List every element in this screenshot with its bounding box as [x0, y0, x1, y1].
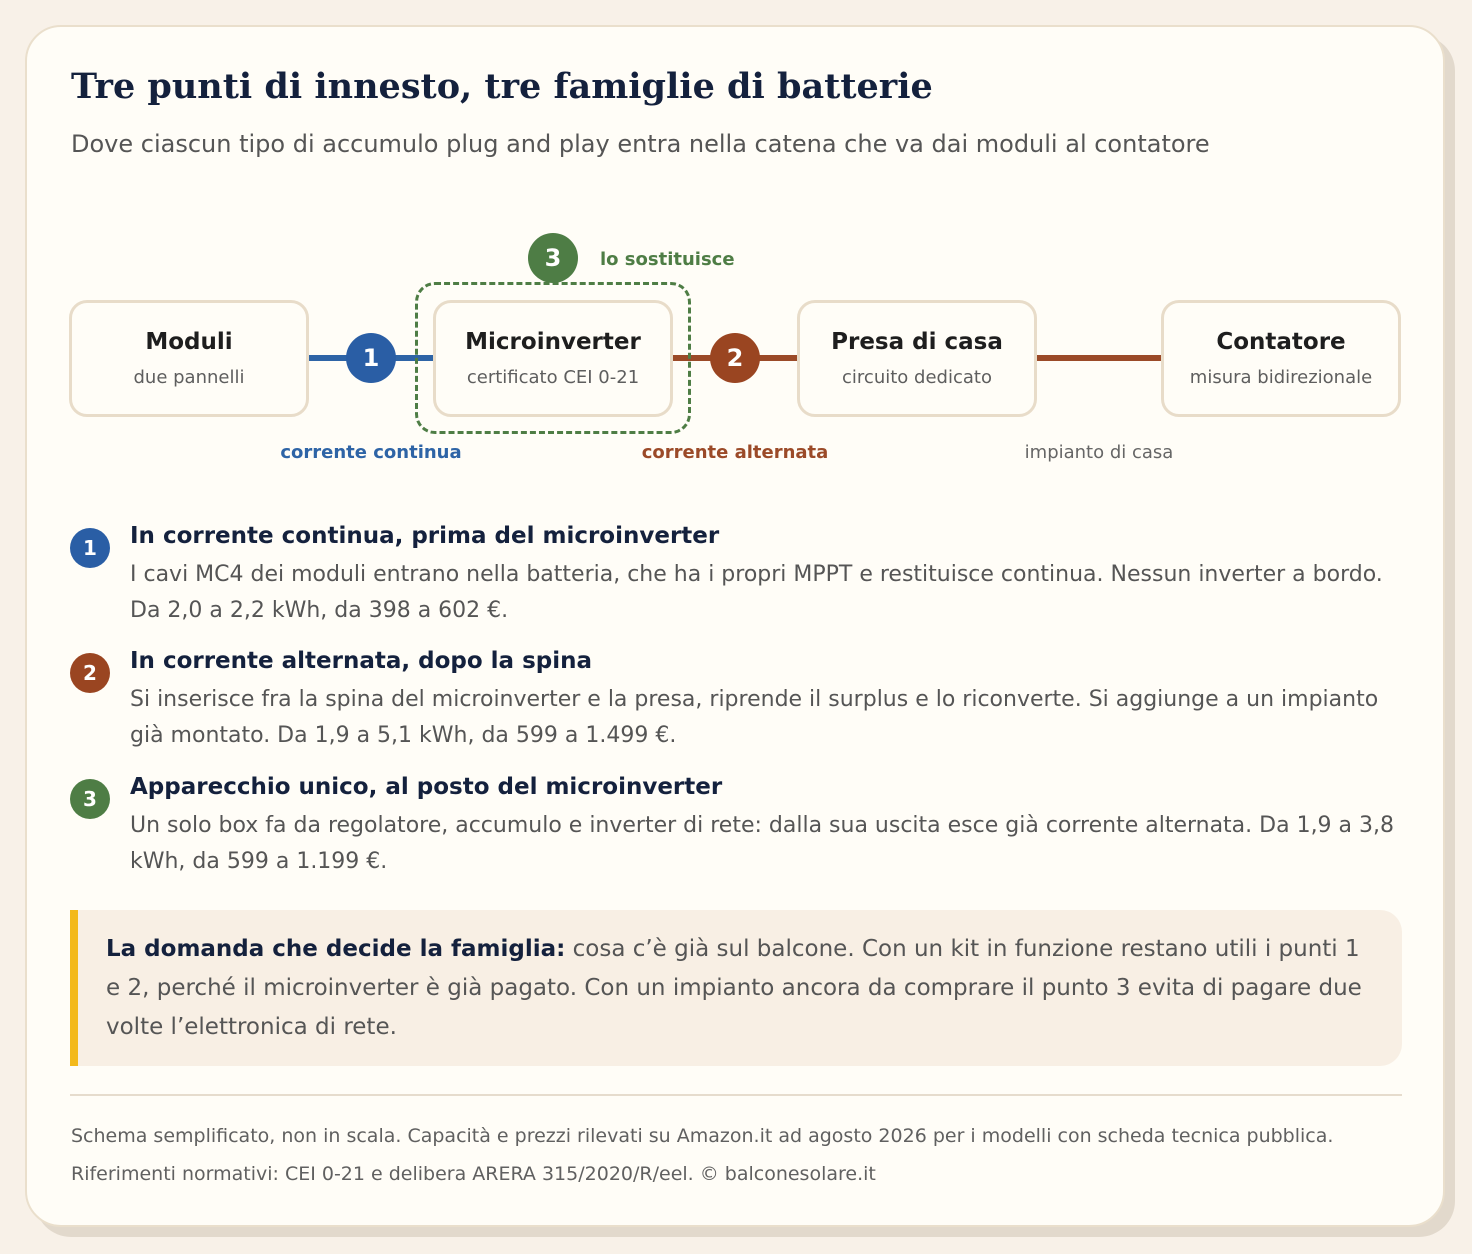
- callout-text: [106, 930, 1376, 1047]
- point-text: Si inserisce fra la spina del microinverter e la presa, riprende il surplus e lo riconverte. Si aggiunge a un impianto già montato. Da 1,9 a 5,1 kWh, da 599 a 1.499 €.: [130, 687, 1379, 748]
- footer-note: Schema semplificato, non in scala. Capacità e prezzi rilevati su Amazon.it ad agosto 2026 per i modelli con scheda tecnica pubblica. Riferimenti normativi: CEI 0-21 e delibera ARERA 315/2020/R/eel. © balconesolare.it: [71, 1125, 1334, 1185]
- node-name: Microinverter: [465, 329, 641, 355]
- replace-label: lo sostituisce: [600, 249, 735, 270]
- divider: [70, 1094, 1402, 1096]
- home-label: impianto di casa: [1024, 442, 1174, 463]
- point-heading: In corrente alternata, dopo la spina: [130, 648, 593, 674]
- point-text: I cavi MC4 dei moduli entrano nella batteria, che ha i propri MPPT e restituisce continua. Nessun inverter a bordo. Da 2,0 a 2,2 kWh, da 398 a 602 €.: [130, 562, 1383, 623]
- node-presa: [797, 300, 1037, 417]
- callout-body: cosa c’è già sul balcone. Con un kit in funzione restano utili i punti 1 e 2, perché il microinverter è già pagato. Con un impianto ancora da comprare il punto 3 evita di pagare due volte l’elettronica di rete.: [106, 936, 1362, 1040]
- callout-lead: La domanda che decide la famiglia:: [106, 936, 566, 962]
- node-name: Presa di casa: [831, 329, 1003, 355]
- point-text: Un solo box fa da regolatore, accumulo e inverter di rete: dalla sua uscita esce già corrente alternata. Da 1,9 a 3,8 kWh, da 599 a 1.199 €.: [130, 813, 1395, 874]
- page-title: Tre punti di innesto, tre famiglie di batterie: [71, 66, 933, 107]
- point-heading: In corrente continua, prima del microinverter: [130, 523, 720, 549]
- badge-2: 2: [710, 333, 760, 383]
- callout-box: [70, 910, 1402, 1066]
- node-contatore: [1161, 300, 1401, 417]
- point-badge: 1: [70, 528, 110, 568]
- node-subtitle: due pannelli: [133, 367, 245, 388]
- node-microinverter: [433, 300, 673, 417]
- node-subtitle: certificato CEI 0-21: [466, 367, 640, 388]
- node-subtitle: circuito dedicato: [842, 367, 992, 388]
- badge-1: 1: [346, 333, 396, 383]
- node-subtitle: misura bidirezionale: [1189, 367, 1373, 388]
- point-badge: 3: [70, 779, 110, 819]
- badge-3: 3: [528, 233, 578, 283]
- ac-label: corrente alternata: [641, 442, 829, 463]
- node-name: Moduli: [145, 329, 233, 355]
- node-moduli: [69, 300, 309, 417]
- node-name: Contatore: [1216, 329, 1346, 355]
- point-heading: Apparecchio unico, al posto del microinverter: [130, 774, 723, 800]
- page-subtitle: Dove ciascun tipo di accumulo plug and play entra nella catena che va dai moduli al contatore: [71, 130, 1210, 158]
- home-wire: [1034, 355, 1164, 361]
- dc-label: corrente continua: [280, 442, 462, 463]
- point-badge: 2: [70, 653, 110, 693]
